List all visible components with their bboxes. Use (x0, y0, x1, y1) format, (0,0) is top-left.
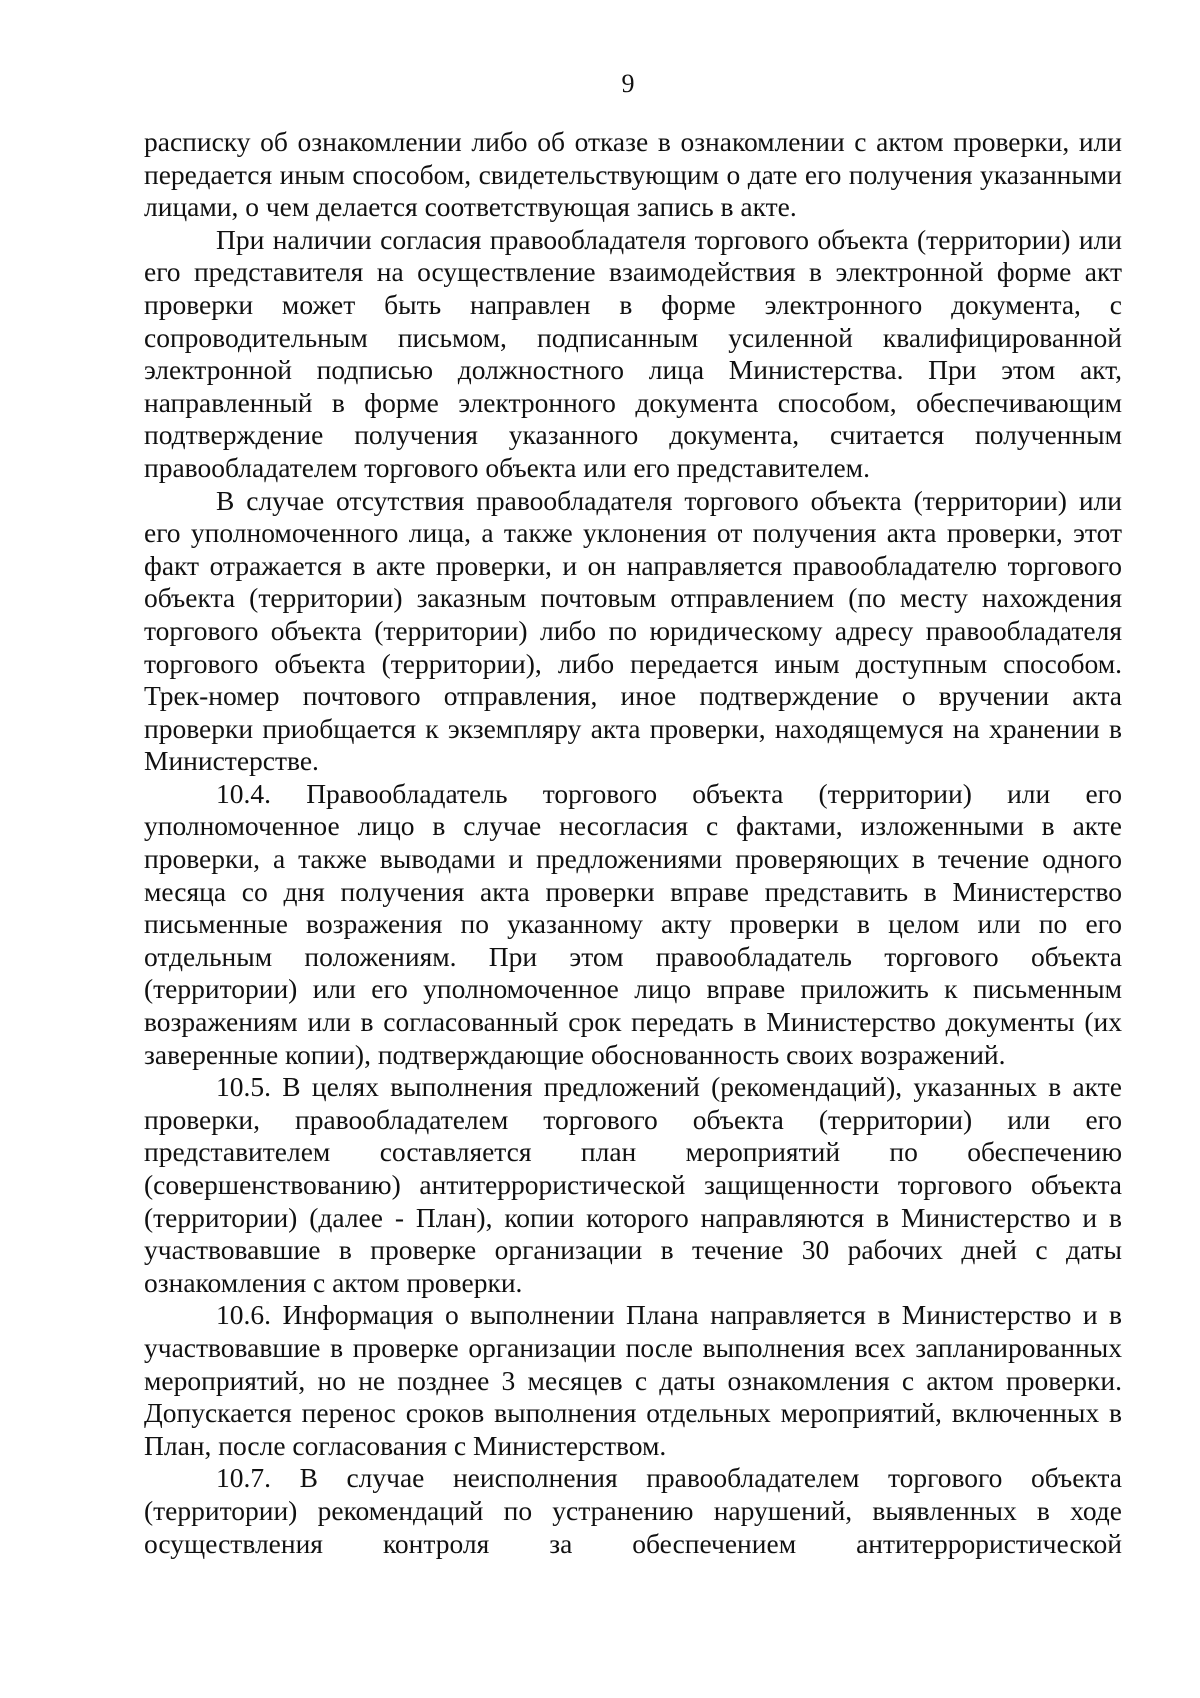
paragraph-10-7: 10.7. В случае неисполнения правообладателем торгового объекта (территории) рекомендаций по устранению нарушений, выявленных в ходе осуществления контроля за обеспечением антитеррористической (144, 1462, 1122, 1559)
paragraph-absence-of-owner: В случае отсутствия правообладателя торгового объекта (территории) или его уполномоченного лица, а также уклонения от получения акта проверки, этот факт отражается в акте проверки, и он направляется правообладателю торгового объекта (территории) заказным почтовым отправлением (по месту нахождения торгового объекта (территории) либо по юридическому адресу правообладателя торгового объекта (территории), либо передается иным доступным способом. Трек-номер почтового отправления, иное подтверждение о вручении акта проверки приобщается к экземпляру акта проверки, находящемуся на хранении в Министерстве. (144, 484, 1122, 777)
paragraph-electronic-form: При наличии согласия правообладателя торгового объекта (территории) или его представителя на осуществление взаимодействия в электронной форме акт проверки может быть направлен в форме электронного документа, с сопроводительным письмом, подписанным усиленной квалифицированной электронной подписью должностного лица Министерства. При этом акт, направленный в форме электронного документа способом, обеспечивающим подтверждение получения указанного документа, считается полученным правообладателем торгового объекта или его представителем. (144, 223, 1122, 483)
document-body (144, 126, 1122, 1560)
paragraph-10-5: 10.5. В целях выполнения предложений (рекомендаций), указанных в акте проверки, правообладателем торгового объекта (территории) или его представителем составляется план мероприятий по обеспечению (совершенствованию) антитеррористической защищенности торгового объекта (территории) (далее - План), копии которого направляются в Министерство и в участвовавшие в проверке организации в течение 30 рабочих дней с даты ознакомления с актом проверки. (144, 1071, 1122, 1298)
paragraph-10-4: 10.4. Правообладатель торгового объекта (территории) или его уполномоченное лицо в случае несогласия с фактами, изложенными в акте проверки, а также выводами и предложениями проверяющих в течение одного месяца со дня получения акта проверки вправе представить в Министерство письменные возражения по указанному акту проверки в целом или по его отдельным положениям. При этом правообладатель торгового объекта (территории) или его уполномоченное лицо вправе приложить к письменным возражениям или в согласованный срок передать в Министерство документы (их заверенные копии), подтверждающие обоснованность своих возражений. (144, 777, 1122, 1070)
paragraph-continuation: расписку об ознакомлении либо об отказе в ознакомлении с актом проверки, или передается иным способом, свидетельствующим о дате его получения указанными лицами, о чем делается соответствующая запись в акте. (144, 126, 1122, 223)
page-number: 9 (621, 69, 635, 98)
paragraph-10-6: 10.6. Информация о выполнении Плана направляется в Министерство и в участвовавшие в проверке организации после выполнения всех запланированных мероприятий, но не позднее 3 месяцев с даты ознакомления с актом проверки. Допускается перенос сроков выполнения отдельных мероприятий, включенных в План, после согласования с Министерством. (144, 1299, 1122, 1461)
